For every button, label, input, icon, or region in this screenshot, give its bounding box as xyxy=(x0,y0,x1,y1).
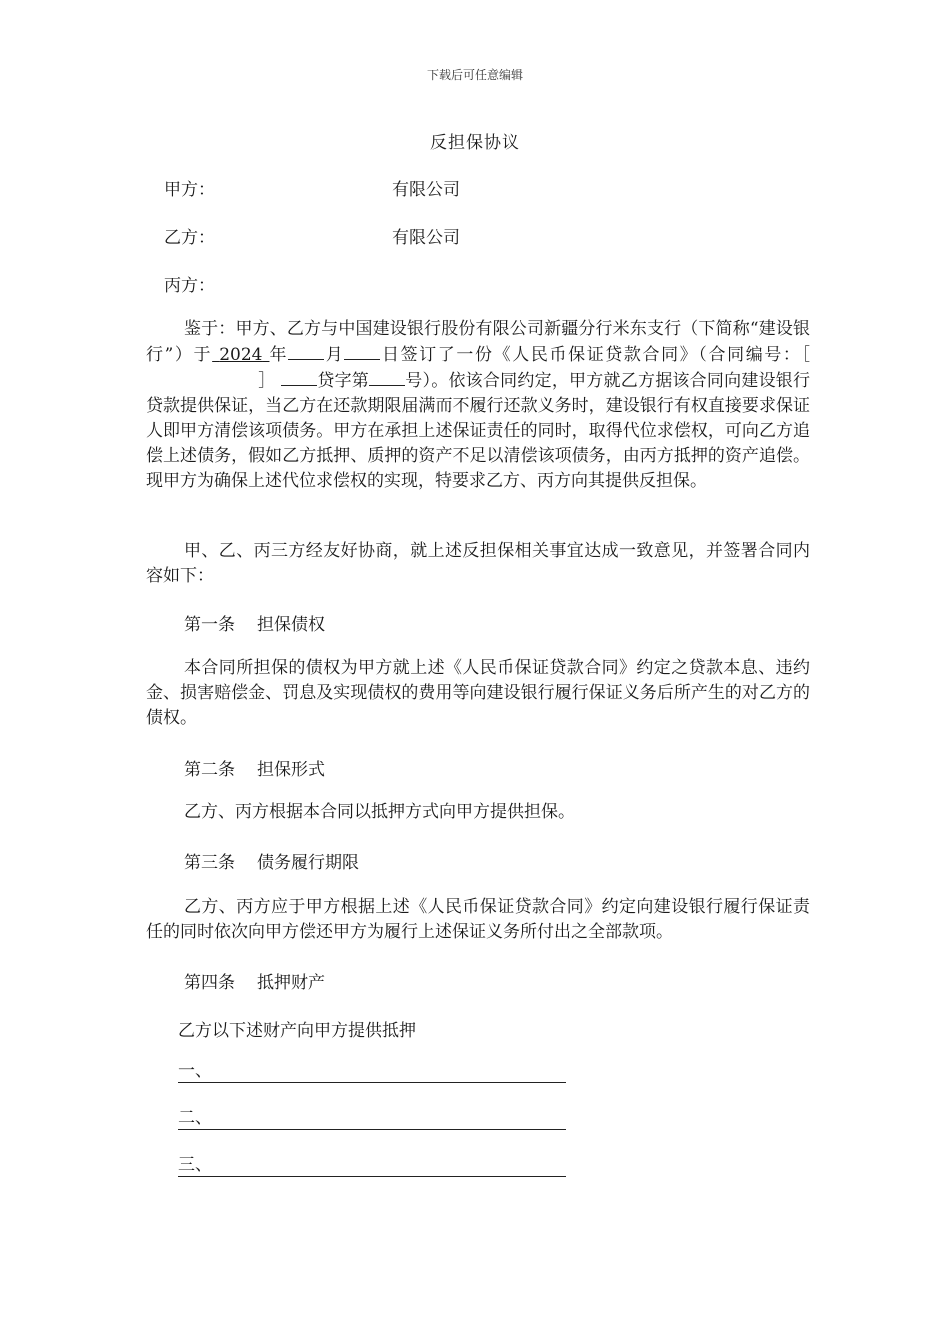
article-2-heading: 第二条 担保形式 xyxy=(184,760,325,780)
collateral-item-2: 二、 xyxy=(178,1107,566,1130)
party-a-label: 甲方： xyxy=(164,180,215,200)
article-3-heading: 第三条 债务履行期限 xyxy=(184,853,359,873)
article-3-body: 乙方、丙方应于甲方根据上述《人民币保证贷款合同》约定向建设银行履行保证责任的同时依次向甲方偿还甲方为履行上述保证义务所付出之全部款项。 xyxy=(146,897,810,942)
party-b-company: 有限公司 xyxy=(392,228,460,248)
party-c-label: 丙方： xyxy=(164,276,215,296)
preamble-paragraph: 鉴于：甲方、乙方与中国建设银行股份有限公司新疆分行米东支行（下简称“建设银行”）于 2024 年 月 日签订了一份《人民币保证贷款合同》（合同编号：［］ 贷字第 号）。依该合同约定，甲方就乙方据该合同向建设银行贷款提供保证，当乙方在还款期限届满而不履行还款义务时，建设银行有权直接要求保证人即甲方清偿该项债务。甲方在承担上述保证责任的同时，取得代位求偿权，可向乙方追偿上述债务，假如乙方抵押、质押的资产不足以清偿该项债务，由丙方抵押的资产追偿。现甲方为确保上述代位求偿权的实现，特要求乙方、丙方向其提供反担保。 xyxy=(146,319,811,491)
party-b-label: 乙方： xyxy=(164,228,215,248)
collateral-item-1: 一、 xyxy=(178,1060,566,1083)
preamble-text-a: 鉴于：甲方、乙方与中国建设银行股份有限公司新疆分行米东支行（下简称“建设银行”）于 xyxy=(146,319,810,365)
article-1-heading: 第一条 担保债权 xyxy=(184,615,325,635)
article-2-body: 乙方、丙方根据本合同以抵押方式向甲方提供担保。 xyxy=(184,802,575,822)
loan-prefix-blank xyxy=(281,368,317,386)
party-a-company: 有限公司 xyxy=(392,180,460,200)
header-note: 下载后可任意编辑 xyxy=(426,68,523,82)
article-4-heading: 第四条 抵押财产 xyxy=(184,973,325,993)
article-1-body: 本合同所担保的债权为甲方就上述《人民币保证贷款合同》约定之贷款本息、违约金、损害赔偿金、罚息及实现债权的费用等向建设银行履行保证义务后所产生的对乙方的债权。 xyxy=(146,658,810,728)
preamble-text-b: 号）。依该合同约定，甲方就乙方据该合同向建设银行贷款提供保证，当乙方在还款期限届满而不履行还款义务时，建设银行有权直接要求保证人即甲方清偿该项债务。甲方在承担上述保证责任的同时，取得代位求偿权，可向乙方追偿上述债务，假如乙方抵押、质押的资产不足以清偿该项债务，由丙方抵押的资产追偿。现甲方为确保上述代位求偿权的实现，特要求乙方、丙方向其提供反担保。 xyxy=(146,371,811,491)
month-blank xyxy=(288,342,324,360)
collateral-item-3: 三、 xyxy=(178,1154,566,1177)
day-blank xyxy=(344,342,380,360)
collateral-intro: 乙方以下述财产向甲方提供抵押 xyxy=(178,1021,416,1041)
loan-number-blank xyxy=(369,368,405,386)
agreement-intro-paragraph: 甲、乙、丙三方经友好协商，就上述反担保相关事宜达成一致意见，并签署合同内容如下： xyxy=(146,541,810,586)
year-field: 2024 xyxy=(219,345,263,365)
document-title: 反担保协议 xyxy=(430,133,520,153)
